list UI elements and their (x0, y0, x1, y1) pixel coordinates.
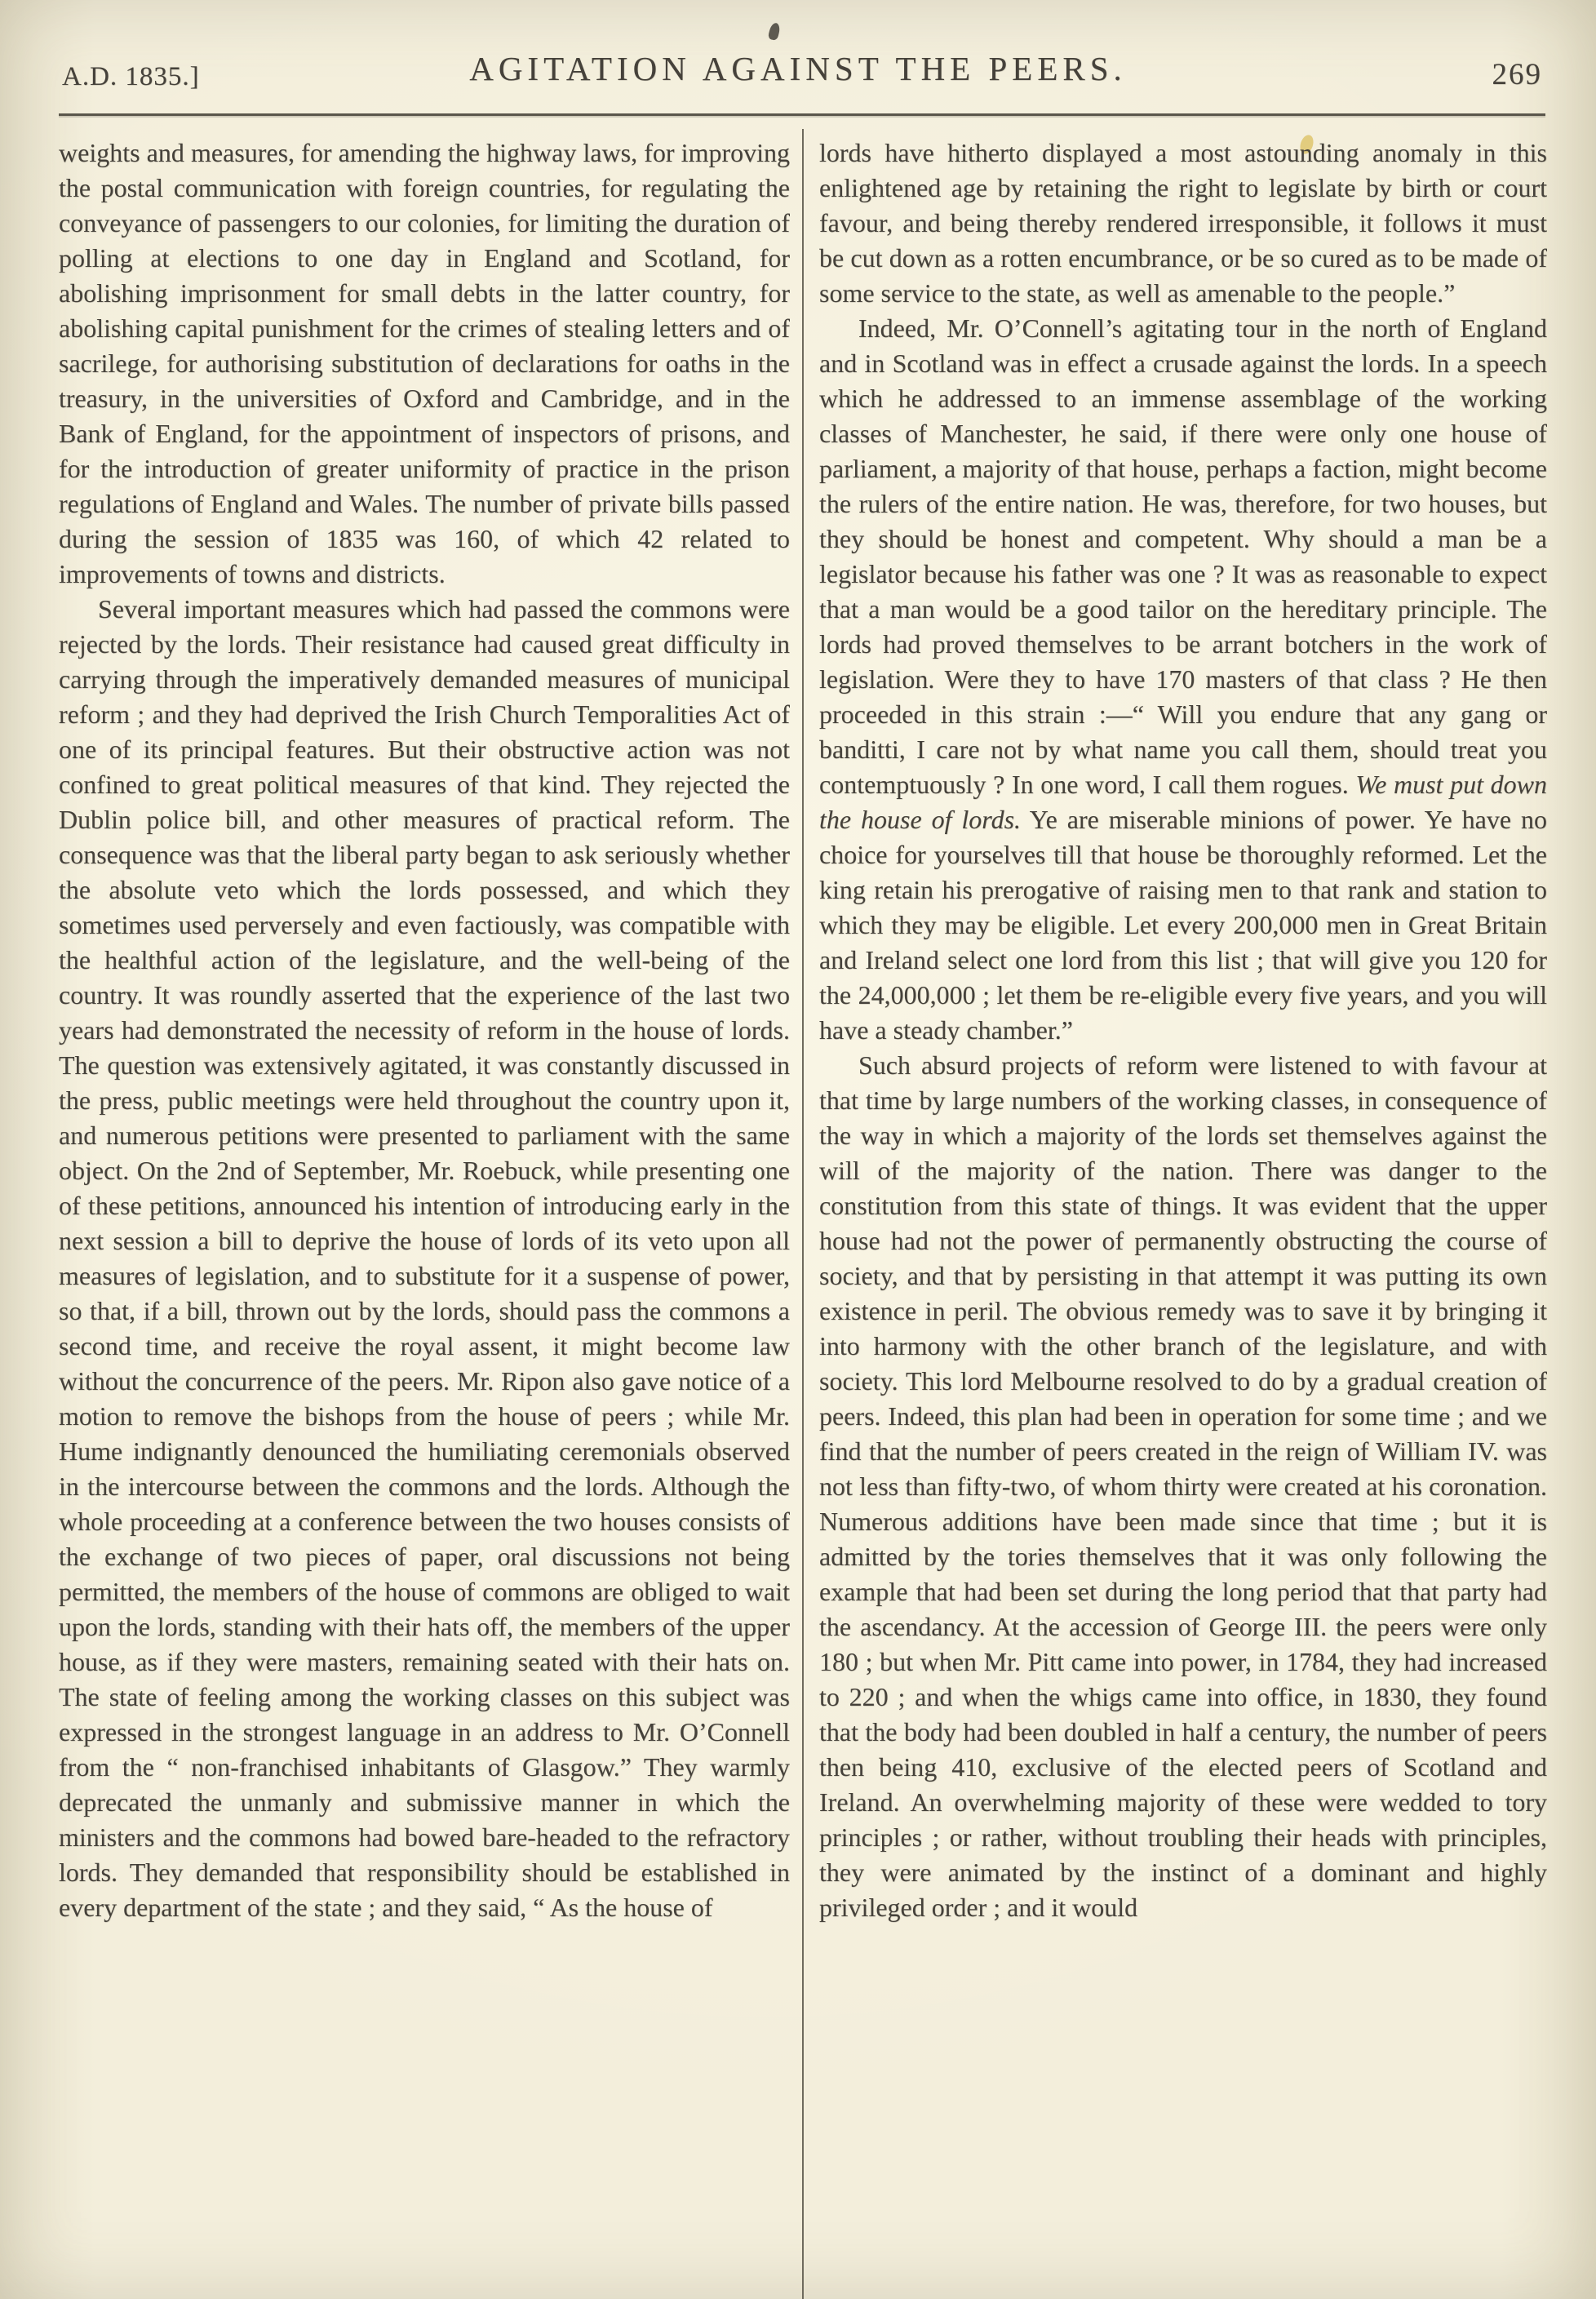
header-date: A.D. 1835.] (62, 62, 200, 91)
paragraph (819, 135, 1547, 311)
header-rule (59, 113, 1545, 116)
text-segment: Ye are miserable minions of power. Ye have no choice for yourselves till that house be thoroughly reformed. Let the king retain his prerogative of raising men to that rank and station to which they may be eligible. Let every 200,000 men in Great Britain and Ireland select one lord from this list ; that will give you 120 for the 24,000,000 ; let them be re-eligible every five years, and you will have a steady chamber.” (819, 805, 1547, 1045)
text-segment: Such absurd projects of reform were listened to with favour at that time by large numbers of the working classes, in consequence of the way in which a majority of the lords set themselves against the will of the majority of the nation. There was danger to the constitution from this state of things. It was evident that the upper house had not the power of permanently obstructing the course of society, and that by persisting in that attempt it was putting its own existence in peril. The obvious remedy was to save it by bringing it into harmony with the other branch of the legislature, and with society. This lord Melbourne resolved to do by a gradual creation of peers. Indeed, this plan had been in operation for some time ; and we find that the number of peers created in the reign of William IV. was not less than fifty-two, of whom thirty were created at his coronation. Numerous additions have been made since that time ; but it is admitted by the tories themselves that it was only following the example that had been set during the long period that that party had the ascendancy. At the accession of George III. the peers were only 180 ; but when Mr. Pitt came into power, in 1784, they had increased to 220 ; and when the whigs came into office, in 1830, they found that the body had been doubled in half a century, the number of peers then being 410, exclusive of the elected peers of Scotland and Ireland. An overwhelming majority of these were wedded to tory principles ; or rather, without troubling their heads with principles, they were animated by the instinct of a dominant and highly privileged order ; and it would (819, 1050, 1547, 1922)
text-segment: weights and measures, for amending the highway laws, for improving the postal communication with foreign countries, for regulating the conveyance of passengers to our colonies, for limiting the duration of polling at elections to one day in England and Scotland, for abolishing imprisonment for small debts in the latter country, for abolishing capital punishment for the crimes of stealing letters and of sacrilege, for authorising substitution of declarations for oaths in the treasury, in the universities of Oxford and Cambridge, and in the Bank of England, for the appointment of inspectors of prisons, and for the introduction of greater uniformity of practice in the prison regulations of England and Wales. The number of private bills passed during the session of 1835 was 160, of which 42 related to improvements of towns and districts. (59, 138, 790, 588)
column-left-text (59, 135, 790, 2290)
paragraph (819, 1048, 1547, 1925)
page-number: 269 (1492, 58, 1542, 91)
column-right-text (819, 135, 1547, 2290)
italic-quote: We must put down the house of lords. (819, 770, 1547, 834)
ink-mark (768, 22, 782, 41)
running-title: AGITATION AGAINST THE PEERS. (469, 50, 1127, 87)
text-segment: Several important measures which had passed the commons were rejected by the lords. Their resistance had caused great difficulty in carrying through the imperatively demanded measures of municipal reform ; and they had deprived the Irish Church Temporalities Act of one of its principal features. But their obstructive action was not confined to great political measures of that kind. They rejected the Dublin police bill, and other measures of practical reform. The consequence was that the liberal party began to ask seriously whether the absolute veto which the lords possessed, and which they sometimes used perversely and even factiously, was compatible with the healthful action of the legislature, and the well-being of the country. It was roundly asserted that the experience of the last two years had demonstrated the necessity of reform in the house of lords. The question was extensively agitated, it was constantly discussed in the press, public meetings were held throughout the country upon it, and numerous petitions were presented to parliament with the same object. On the 2nd of September, Mr. Roebuck, while presenting one of these petitions, announced his intention of introducing early in the next session a bill to deprive the house of lords of its veto upon all measures of legislation, and to substitute for it a suspense of power, so that, if a bill, thrown out by the lords, should pass the commons a second time, and receive the royal assent, it might become law without the concurrence of the peers. Mr. Ripon also gave notice of a motion to remove the bishops from the house of peers ; while Mr. Hume indignantly denounced the humiliating ceremonials observed in the intercourse between the commons and the lords. Although the whole proceeding at a conference between the two houses consists of the exchange of two pieces of paper, oral discussions not being permitted, the members of the house of commons are obliged to wait upon the lords, standing with their hats off, the members of the upper house, as if they were masters, remaining seated with their hats on. The state of feeling among the working classes on this subject was expressed in the strongest language in an address to Mr. O’Connell from the “ non-franchised inhabitants of Glasgow.” They warmly deprecated the unmanly and submissive manner in which the ministers and the commons had bowed bare-headed to the refractory lords. They demanded that responsibility should be established in every department of the state ; and they said, “ As the house of (59, 594, 790, 1922)
page-header (0, 49, 1596, 106)
paragraph (819, 311, 1547, 1048)
text-segment: Indeed, Mr. O’Connell’s agitating tour in the north of England and in Scotland was in effect a crusade against the lords. In a speech which he addressed to an immense assemblage of the working classes of Manchester, he said, if there were only one house of parliament, a majority of that house, perhaps a faction, might become the rulers of the entire nation. He was, therefore, for two houses, but they should be honest and competent. Why should a man be a legislator because his father was one ? It was as reasonable to expect that a man would be a good tailor on the hereditary principle. The lords had proved themselves to be arrant botchers in the work of legislation. Were they to have 170 masters of that class ? He then proceeded in this strain :—“ Will you endure that any gang or banditti, I care not by what name you call them, should treat you contemptuously ? In one word, I call them rogues. (819, 313, 1547, 799)
paragraph (59, 592, 790, 1925)
text-segment: lords have hitherto displayed a most astounding anomaly in this enlightened age by retaining the right to legislate by birth or court favour, and being thereby rendered irresponsible, it follows it must be cut down as a rotten encumbrance, or be so cured as to be made of some service to the state, as well as amenable to the people.” (819, 138, 1547, 308)
column-divider (802, 129, 804, 2299)
paragraph (59, 135, 790, 592)
